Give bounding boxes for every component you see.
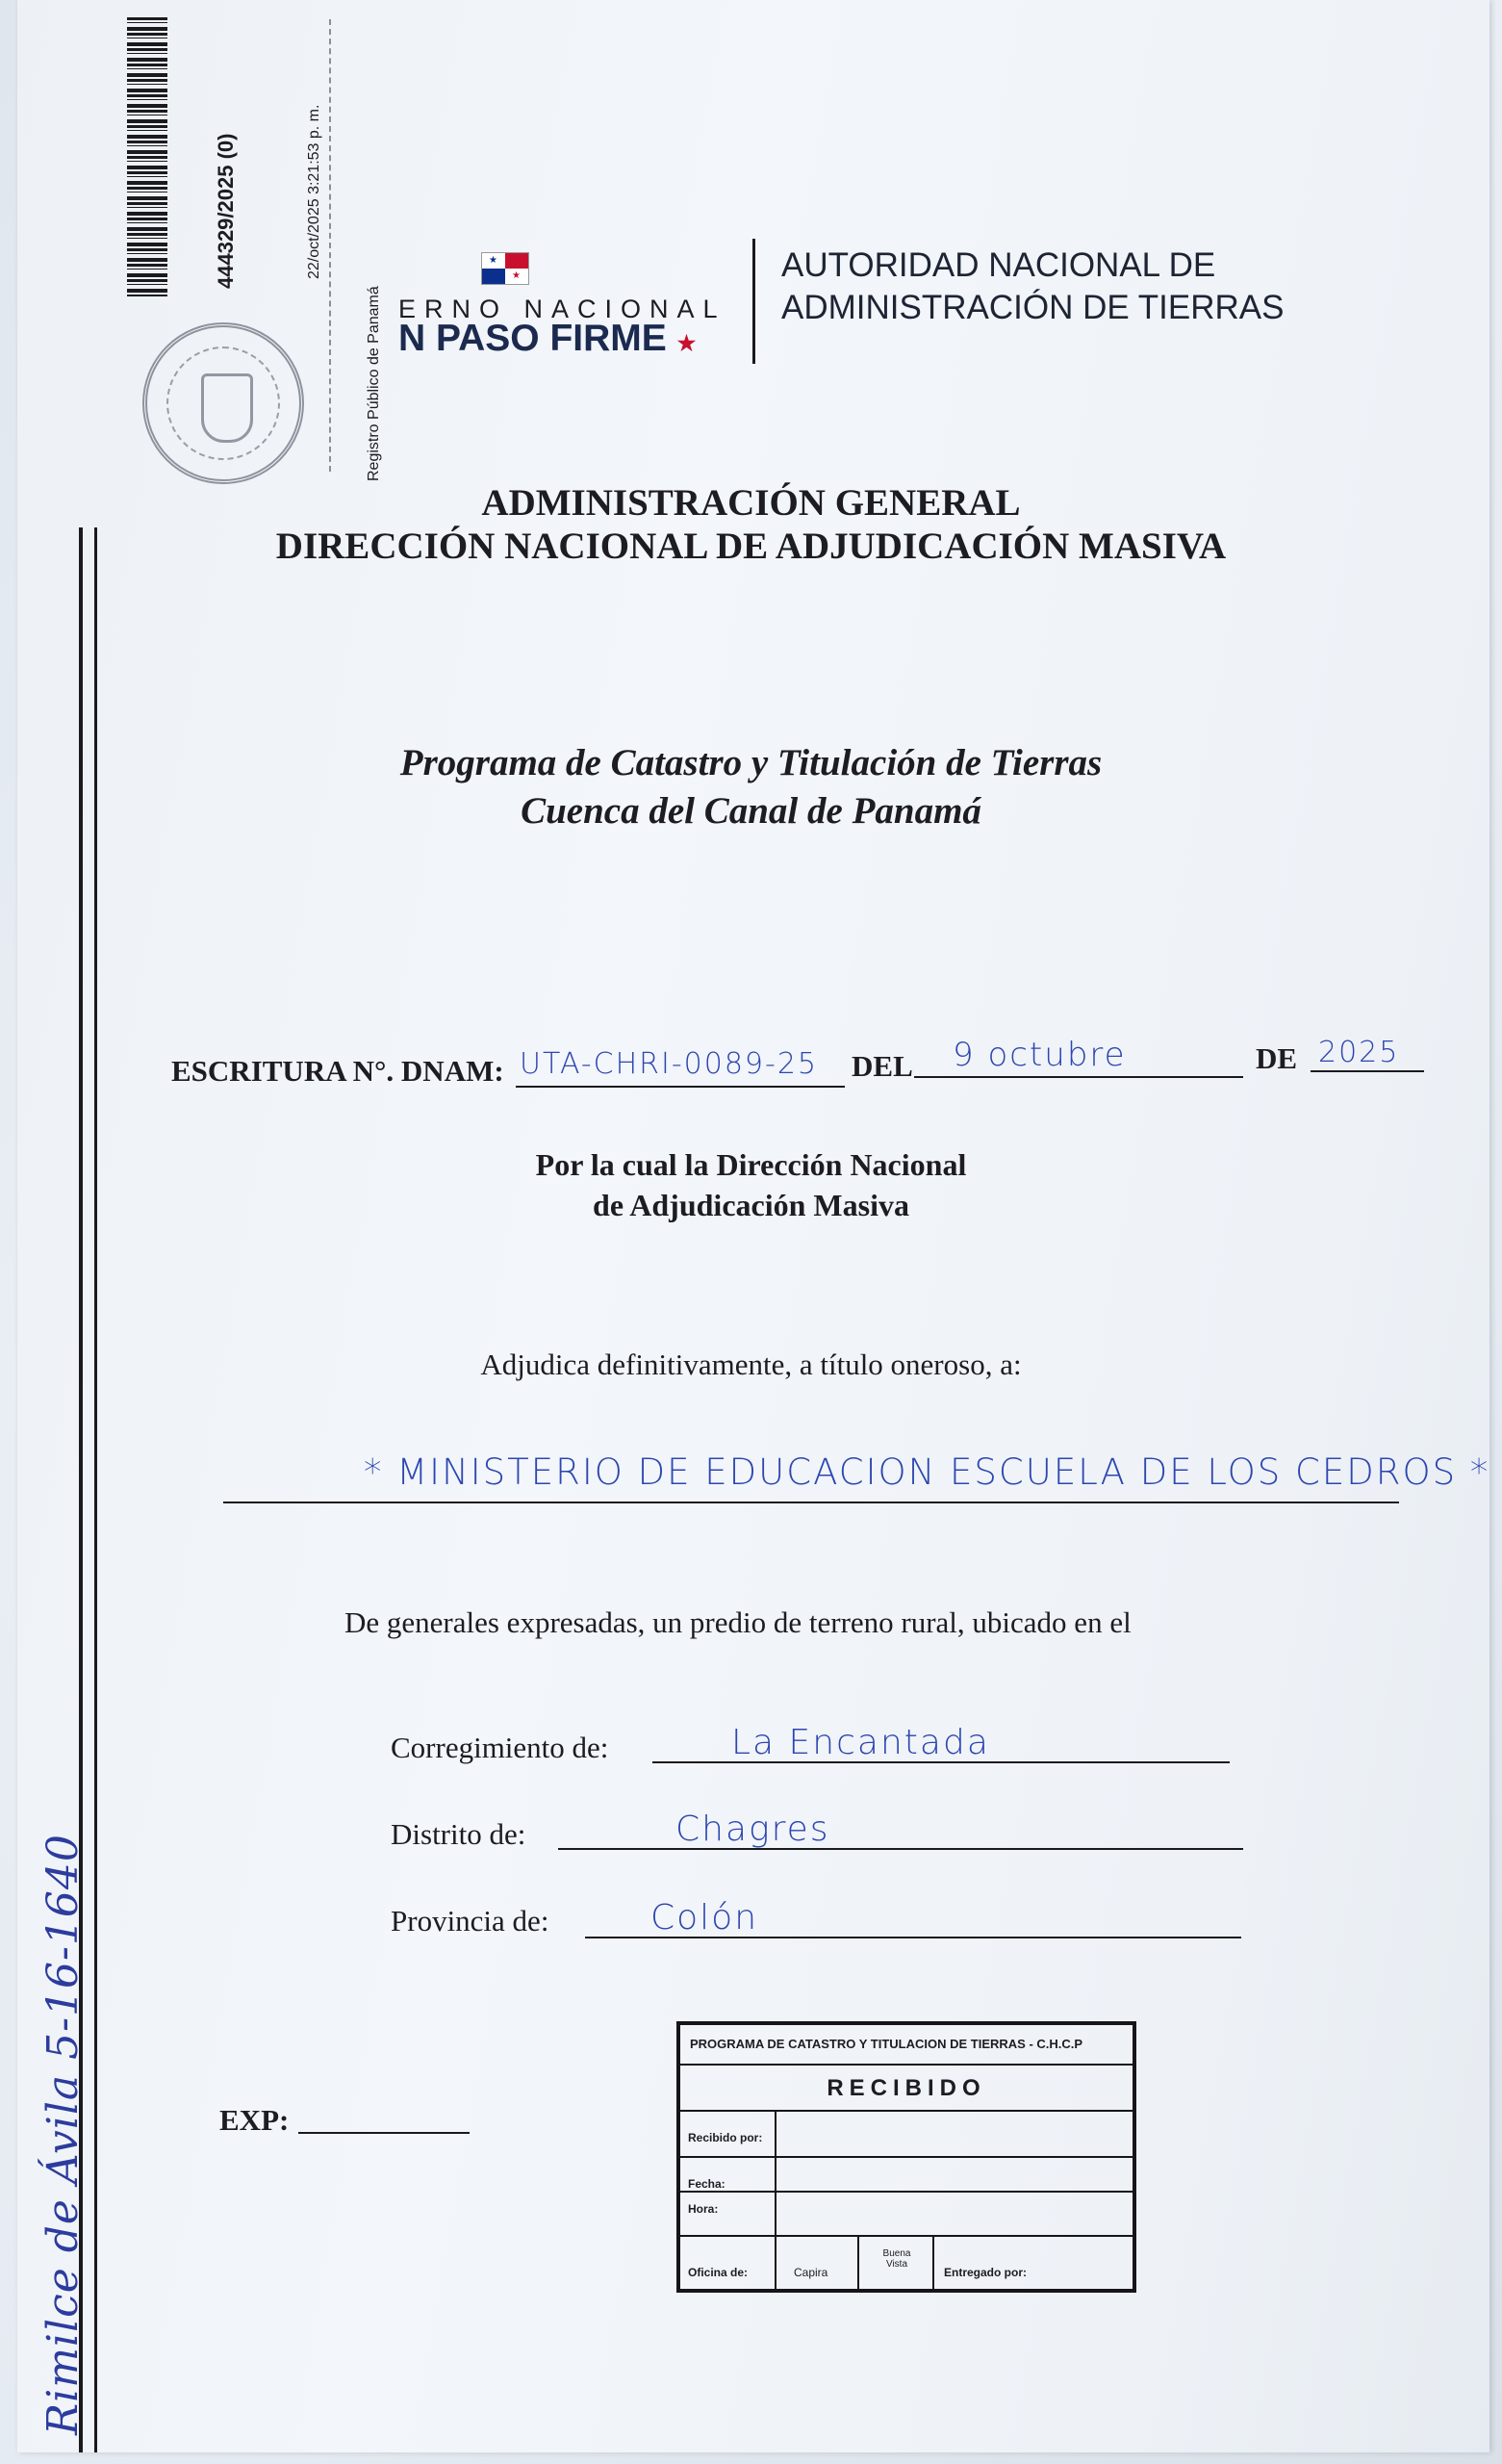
distrito-line: [558, 1848, 1243, 1850]
receipt-row-divider: [680, 2235, 1133, 2237]
beneficiary-name: * MINISTERIO DE EDUCACION ESCUELA DE LOS CEDROS *: [364, 1451, 1490, 1493]
de-label: DE: [1256, 1041, 1298, 1075]
registry-label: Registro Público de Panamá: [366, 286, 382, 481]
government-line2: [398, 318, 696, 360]
capira-label: Capira: [794, 2266, 828, 2279]
authority-logo: [781, 244, 1284, 329]
buena-vista-label: Buena Vista: [882, 2248, 911, 2270]
por-la-cual-line2: de Adjudicación Masiva: [593, 1188, 909, 1222]
escritura-number-line: [516, 1086, 845, 1088]
corregimiento-label: Corregimiento de:: [391, 1731, 609, 1764]
adjudica-text: Adjudica definitivamente, a título oneroso, a:: [480, 1348, 1022, 1381]
header-line2: DIRECCIÓN NACIONAL DE ADJUDICACIÓN MASIVA: [275, 526, 1227, 567]
government-line1: ERNO NACIONAL: [398, 295, 726, 323]
stamp-divider: [329, 19, 333, 472]
generales-text: De generales expresadas, un predio de terreno rural, ubicado en el: [344, 1605, 1132, 1639]
receipt-heading: RECIBIDO: [827, 2075, 986, 2101]
star-icon: ★: [676, 331, 697, 355]
receipt-title: PROGRAMA DE CATASTRO Y TITULACION DE TIERRAS - C.H.C.P: [690, 2037, 1083, 2051]
registry-seal: [142, 322, 304, 484]
authority-line1: AUTORIDAD NACIONAL DE: [781, 246, 1216, 284]
program-line2: Cuenca del Canal de Panamá: [521, 790, 981, 832]
panama-flag-icon: ★ ★: [481, 252, 529, 285]
hora-label: Hora:: [688, 2202, 719, 2216]
fecha-label: Fecha:: [688, 2177, 726, 2191]
escritura-year: 2025: [1318, 1036, 1400, 1069]
receipt-stamp: [676, 2021, 1136, 2293]
escritura-date-line: [914, 1076, 1243, 1078]
receipt-row-divider: [680, 2110, 1133, 2112]
exp-label: EXP:: [219, 2103, 290, 2137]
provincia-value: Colón: [650, 1898, 759, 1938]
header-line1: ADMINISTRACIÓN GENERAL: [481, 482, 1021, 524]
program-line1: Programa de Catastro y Titulación de Tierras: [399, 742, 1103, 783]
distrito-value: Chagres: [675, 1810, 830, 1849]
receipt-row-divider: [680, 2191, 1133, 2193]
beneficiary-line: [223, 1502, 1399, 1503]
receipt-row-divider: [680, 2064, 1133, 2066]
corregimiento-value: La Encantada: [731, 1723, 990, 1762]
barcode-number: 444329/2025 (0): [214, 133, 238, 289]
escritura-label: ESCRITURA N°. DNAM:: [171, 1054, 504, 1088]
exp-line: [298, 2132, 470, 2134]
escritura-date: 9 octubre: [953, 1036, 1127, 1074]
recibido-por-label: Recibido por:: [688, 2131, 763, 2144]
stamp-datetime: 22/oct/2025 3:21:53 p. m.: [306, 104, 322, 279]
barcode: [127, 17, 167, 296]
del-label: DEL: [852, 1049, 913, 1083]
escritura-year-line: [1311, 1070, 1424, 1072]
provincia-label: Provincia de:: [391, 1904, 549, 1938]
receipt-col-divider: [857, 2235, 859, 2289]
distrito-label: Distrito de:: [391, 1817, 526, 1851]
receipt-row-divider: [680, 2156, 1133, 2158]
authority-line2: ADMINISTRACIÓN DE TIERRAS: [781, 289, 1285, 326]
receipt-col-divider: [775, 2110, 776, 2289]
por-la-cual-line1: Por la cual la Dirección Nacional: [535, 1147, 967, 1182]
oficina-label: Oficina de:: [688, 2266, 749, 2279]
government-slogan: N PASO FIRME: [398, 318, 667, 359]
escritura-number: UTA-CHRI-0089-25: [520, 1047, 819, 1081]
entregado-label: Entregado por:: [944, 2266, 1027, 2279]
receipt-col-divider: [932, 2235, 934, 2289]
side-note: Rimilce de Ávila 5-16-1640: [38, 1834, 88, 2435]
logo-divider: [752, 239, 755, 364]
